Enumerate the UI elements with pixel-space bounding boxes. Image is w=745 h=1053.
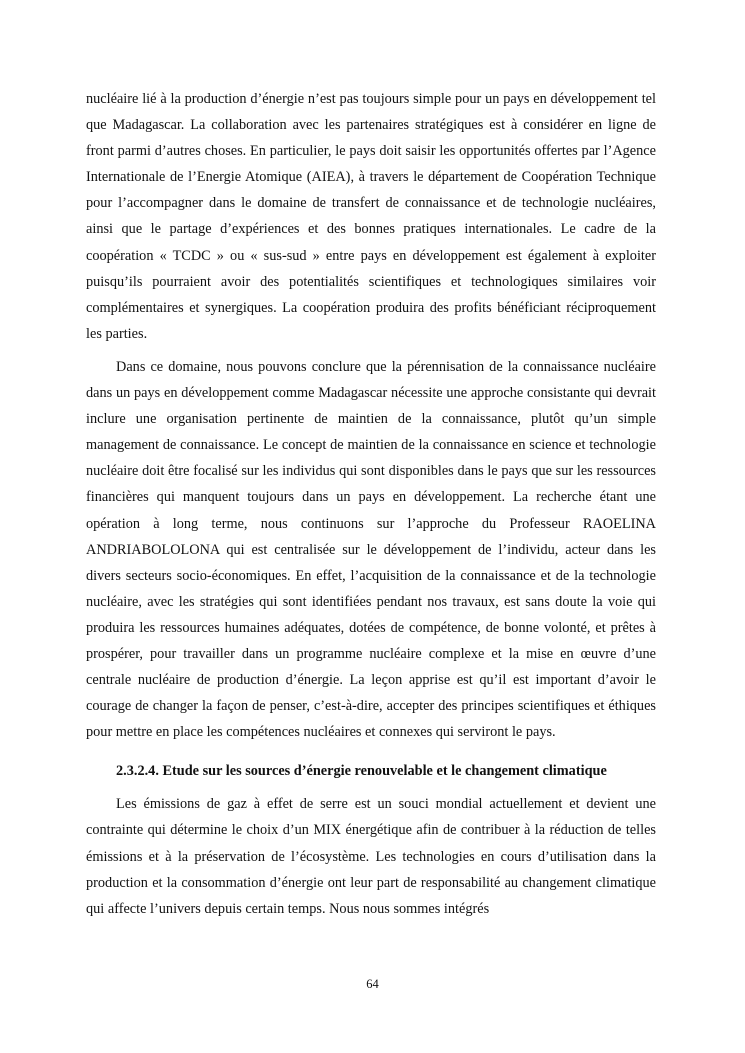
section-heading: 2.3.2.4. Etude sur les sources d’énergie renouvelable et le changement climatique bbox=[116, 763, 607, 780]
body-paragraph-2: Dans ce domaine, nous pouvons conclure que la pérennisation de la connaissance nucléaire dans un pays en développement comme Madagascar nécessite une approche consistante qui devrait inclure une organisation pertinente de maintien de la connaissance, plutôt qu’un simple management de connaissance. Le concept de maintien de la connaissance en science et technologie nucléaire doit être focalisé sur les individus qui sont disponibles dans le pays que sur les ressources financières qui manquent toujours dans un pays en développement. La recherche étant une opération à long terme, nous continuons sur l’approche du Professeur RAOELINA ANDRIABOLOLONA qui est centralisée sur le développement de l’individu, acteur dans les divers secteurs socio-économiques. En effet, l’acquisition de la connaissance et de la technologie nucléaire, avec les stratégies qui sont identifiées pendant nos travaux, est sans doute la voie qui produira les ressources humaines adéquates, dotées de compétence, de bonne volonté, et prêtes à prospérer, pour travailler dans un programme nucléaire complexe et la mise en œuvre d’une centrale nucléaire de production d’énergie. La leçon apprise est qu’il est important d’avoir le courage de changer la façon de penser, c’est-à-dire, accepter des principes scientifiques et éthiques pour mettre en place les compétences nucléaires et connexes qui serviront le pays. bbox=[86, 358, 656, 741]
section-paragraph: Les émissions de gaz à effet de serre est un souci mondial actuellement et devient une contrainte qui détermine le choix d’un MIX énergétique afin de contribuer à la réduction de telles émissions et à la préservation de l’écosystème. Les technologies en cours d’utilisation dans la production et la consommation d’énergie ont leur part de responsabilité au changement climatique qui affecte l’univers depuis certain temps. Nous nous sommes intégrés bbox=[86, 796, 656, 917]
body-paragraph-1: nucléaire lié à la production d’énergie n’est pas toujours simple pour un pays en développement tel que Madagascar. La collaboration avec les partenaires stratégiques est à considérer en ligne de front parmi d’autres choses. En particulier, le pays doit saisir les opportunités offertes par l’Agence Internationale de l’Energie Atomique (AIEA), à travers le département de Coopération Technique pour l’accompagner dans le domaine de transfert de connaissance et de technologie nucléaires, ainsi que le partage d’expériences et des bonnes pratiques internationales. Le cadre de la coopération « TCDC » ou « sus-sud » entre pays en développement est également à exploiter puisqu’ils pourraient avoir des potentialités scientifiques et technologiques similaires voir complémentaires et synergiques. La coopération produira des profits bénéficiant réciproquement les parties. bbox=[86, 91, 656, 342]
page-body bbox=[86, 86, 656, 922]
page-number: 64 bbox=[366, 977, 379, 991]
